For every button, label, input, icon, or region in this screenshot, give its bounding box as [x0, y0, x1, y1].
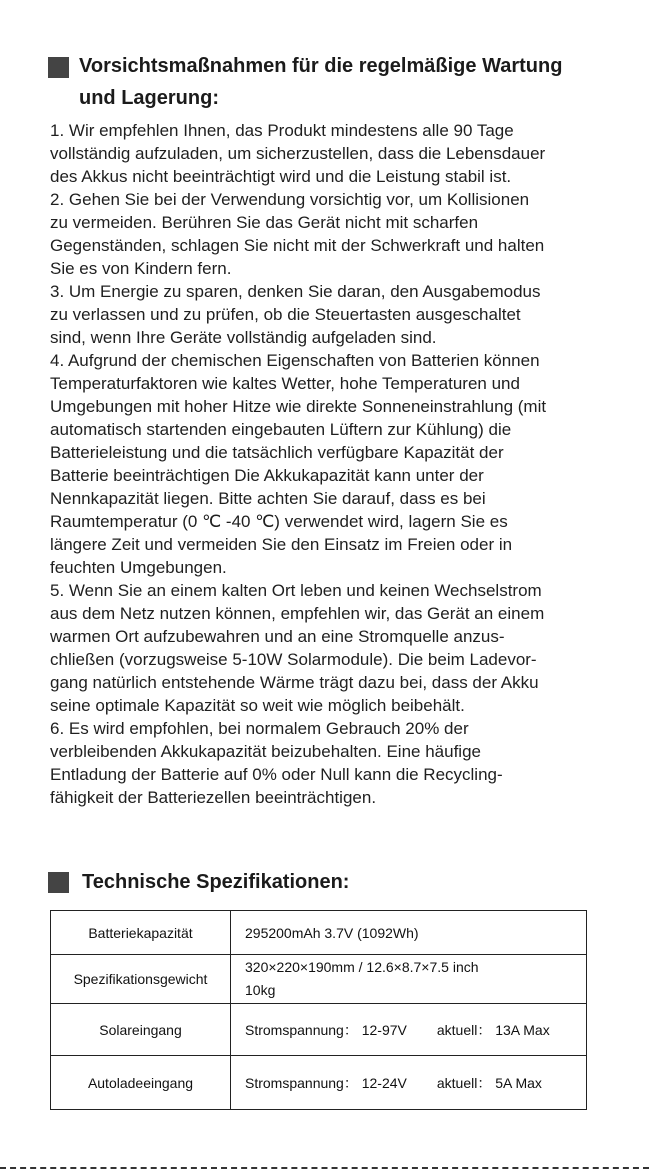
spec-current: aktuell： 13A Max: [436, 1021, 550, 1038]
text-line: Temperaturfaktoren wie kaltes Wetter, hohe Temperaturen und: [50, 374, 520, 393]
text-line: Raumtemperatur (0 ℃ -40 ℃) verwendet wird, lagern Sie es: [50, 512, 508, 531]
text-line: Batterieleistung und die tatsächlich verfügbare Kapazität der: [50, 443, 504, 462]
text-line: feuchten Umgebungen.: [50, 558, 227, 577]
text-line: 2. Gehen Sie bei der Verwendung vorsichtig vor, um Kollisionen: [50, 190, 530, 209]
text-line: Sie es von Kindern fern.: [50, 259, 232, 278]
text-line: warmen Ort aufzubewahren und an eine Stromquelle anzus-: [50, 627, 505, 646]
text-line: vollständig aufzuladen, um sicherzustellen, dass die Lebensdauer: [50, 144, 546, 163]
spec-label: Batteriekapazität: [51, 911, 231, 955]
spec-value: [231, 1056, 587, 1110]
spec-value: 295200mAh 3.7V (1092Wh): [231, 911, 587, 955]
text-line: längere Zeit und vermeiden Sie den Einsatz im Freien oder in: [50, 535, 513, 554]
table-row: [51, 911, 587, 955]
dashed-cut-line: [0, 1167, 649, 1169]
text-line: chließen (vorzugsweise 5-10W Solarmodule). Die beim Ladevor-: [50, 650, 537, 669]
text-line: fähigkeit der Batteriezellen beeinträchtigen.: [50, 788, 377, 807]
specs-title: Technische Spezifikationen:: [82, 871, 350, 893]
heading-square-icon: [48, 872, 69, 893]
spec-value: [231, 955, 587, 1004]
text-line: 1. Wir empfehlen Ihnen, das Produkt mindestens alle 90 Tage: [50, 121, 514, 140]
text-line: 3. Um Energie zu sparen, denken Sie daran, den Ausgabemodus: [50, 282, 541, 301]
text-line: aus dem Netz nutzen können, empfehlen wir, das Gerät an einem: [50, 604, 545, 623]
heading-title-line-1: Vorsichtsmaßnahmen für die regelmäßige Wartung: [79, 55, 563, 77]
text-line: Batterie beeinträchtigen Die Akkukapazität kann unter der: [50, 466, 484, 485]
text-line: 6. Es wird empfohlen, bei normalem Gebrauch 20% der: [50, 719, 469, 738]
text-line: zu verlassen und zu prüfen, ob die Steuertasten ausgeschaltet: [50, 305, 521, 324]
text-line: verbleibenden Akkukapazität beizubehalten. Eine häufige: [50, 742, 481, 761]
text-line: sind, wenn Ihre Geräte vollständig aufgeladen sind.: [50, 328, 437, 347]
spec-current: aktuell： 5A Max: [436, 1074, 542, 1091]
text-line: 4. Aufgrund der chemischen Eigenschaften von Batterien können: [50, 351, 540, 370]
text-line: seine optimale Kapazität so weit wie möglich beibehält.: [50, 696, 465, 715]
section-heading-maintenance: [48, 50, 608, 114]
text-line: zu vermeiden. Berühren Sie das Gerät nicht mit scharfen: [50, 213, 479, 232]
text-line: gang natürlich entstehende Wärme trägt dazu bei, dass der Akku: [50, 673, 539, 692]
spec-label: Solareingang: [51, 1004, 231, 1056]
heading-square-icon: [48, 57, 69, 78]
heading-title-line-2: und Lagerung:: [79, 87, 219, 109]
text-line: Umgebungen mit hoher Hitze wie direkte Sonneneinstrahlung (mit: [50, 397, 547, 416]
spec-voltage: Stromspannung： 12-97V: [245, 1021, 407, 1038]
text-line: Nennkapazität liegen. Bitte achten Sie darauf, dass es bei: [50, 489, 486, 508]
specs-table: [50, 910, 587, 1110]
text-line: Entladung der Batterie auf 0% oder Null kann die Recycling-: [50, 765, 503, 784]
table-row: [51, 1004, 587, 1056]
spec-value: [231, 1004, 587, 1056]
text-line: 5. Wenn Sie an einem kalten Ort leben und keinen Wechselstrom: [50, 581, 542, 600]
spec-label: Autoladeeingang: [51, 1056, 231, 1110]
spec-value-line: 10kg: [245, 982, 276, 998]
table-row: [51, 955, 587, 1004]
maintenance-instructions: [50, 119, 610, 809]
spec-value-line: 320×220×190mm / 12.6×8.7×7.5 inch: [245, 959, 479, 975]
spec-voltage: Stromspannung： 12-24V: [245, 1074, 407, 1091]
section-heading-specs: [48, 866, 349, 898]
table-row: [51, 1056, 587, 1110]
text-line: des Akkus nicht beeinträchtigt wird und die Leistung stabil ist.: [50, 167, 512, 186]
spec-label: Spezifikationsgewicht: [51, 955, 231, 1004]
text-line: automatisch startenden eingebauten Lüftern zur Kühlung) die: [50, 420, 512, 439]
text-line: Gegenständen, schlagen Sie nicht mit der Schwerkraft und halten: [50, 236, 545, 255]
